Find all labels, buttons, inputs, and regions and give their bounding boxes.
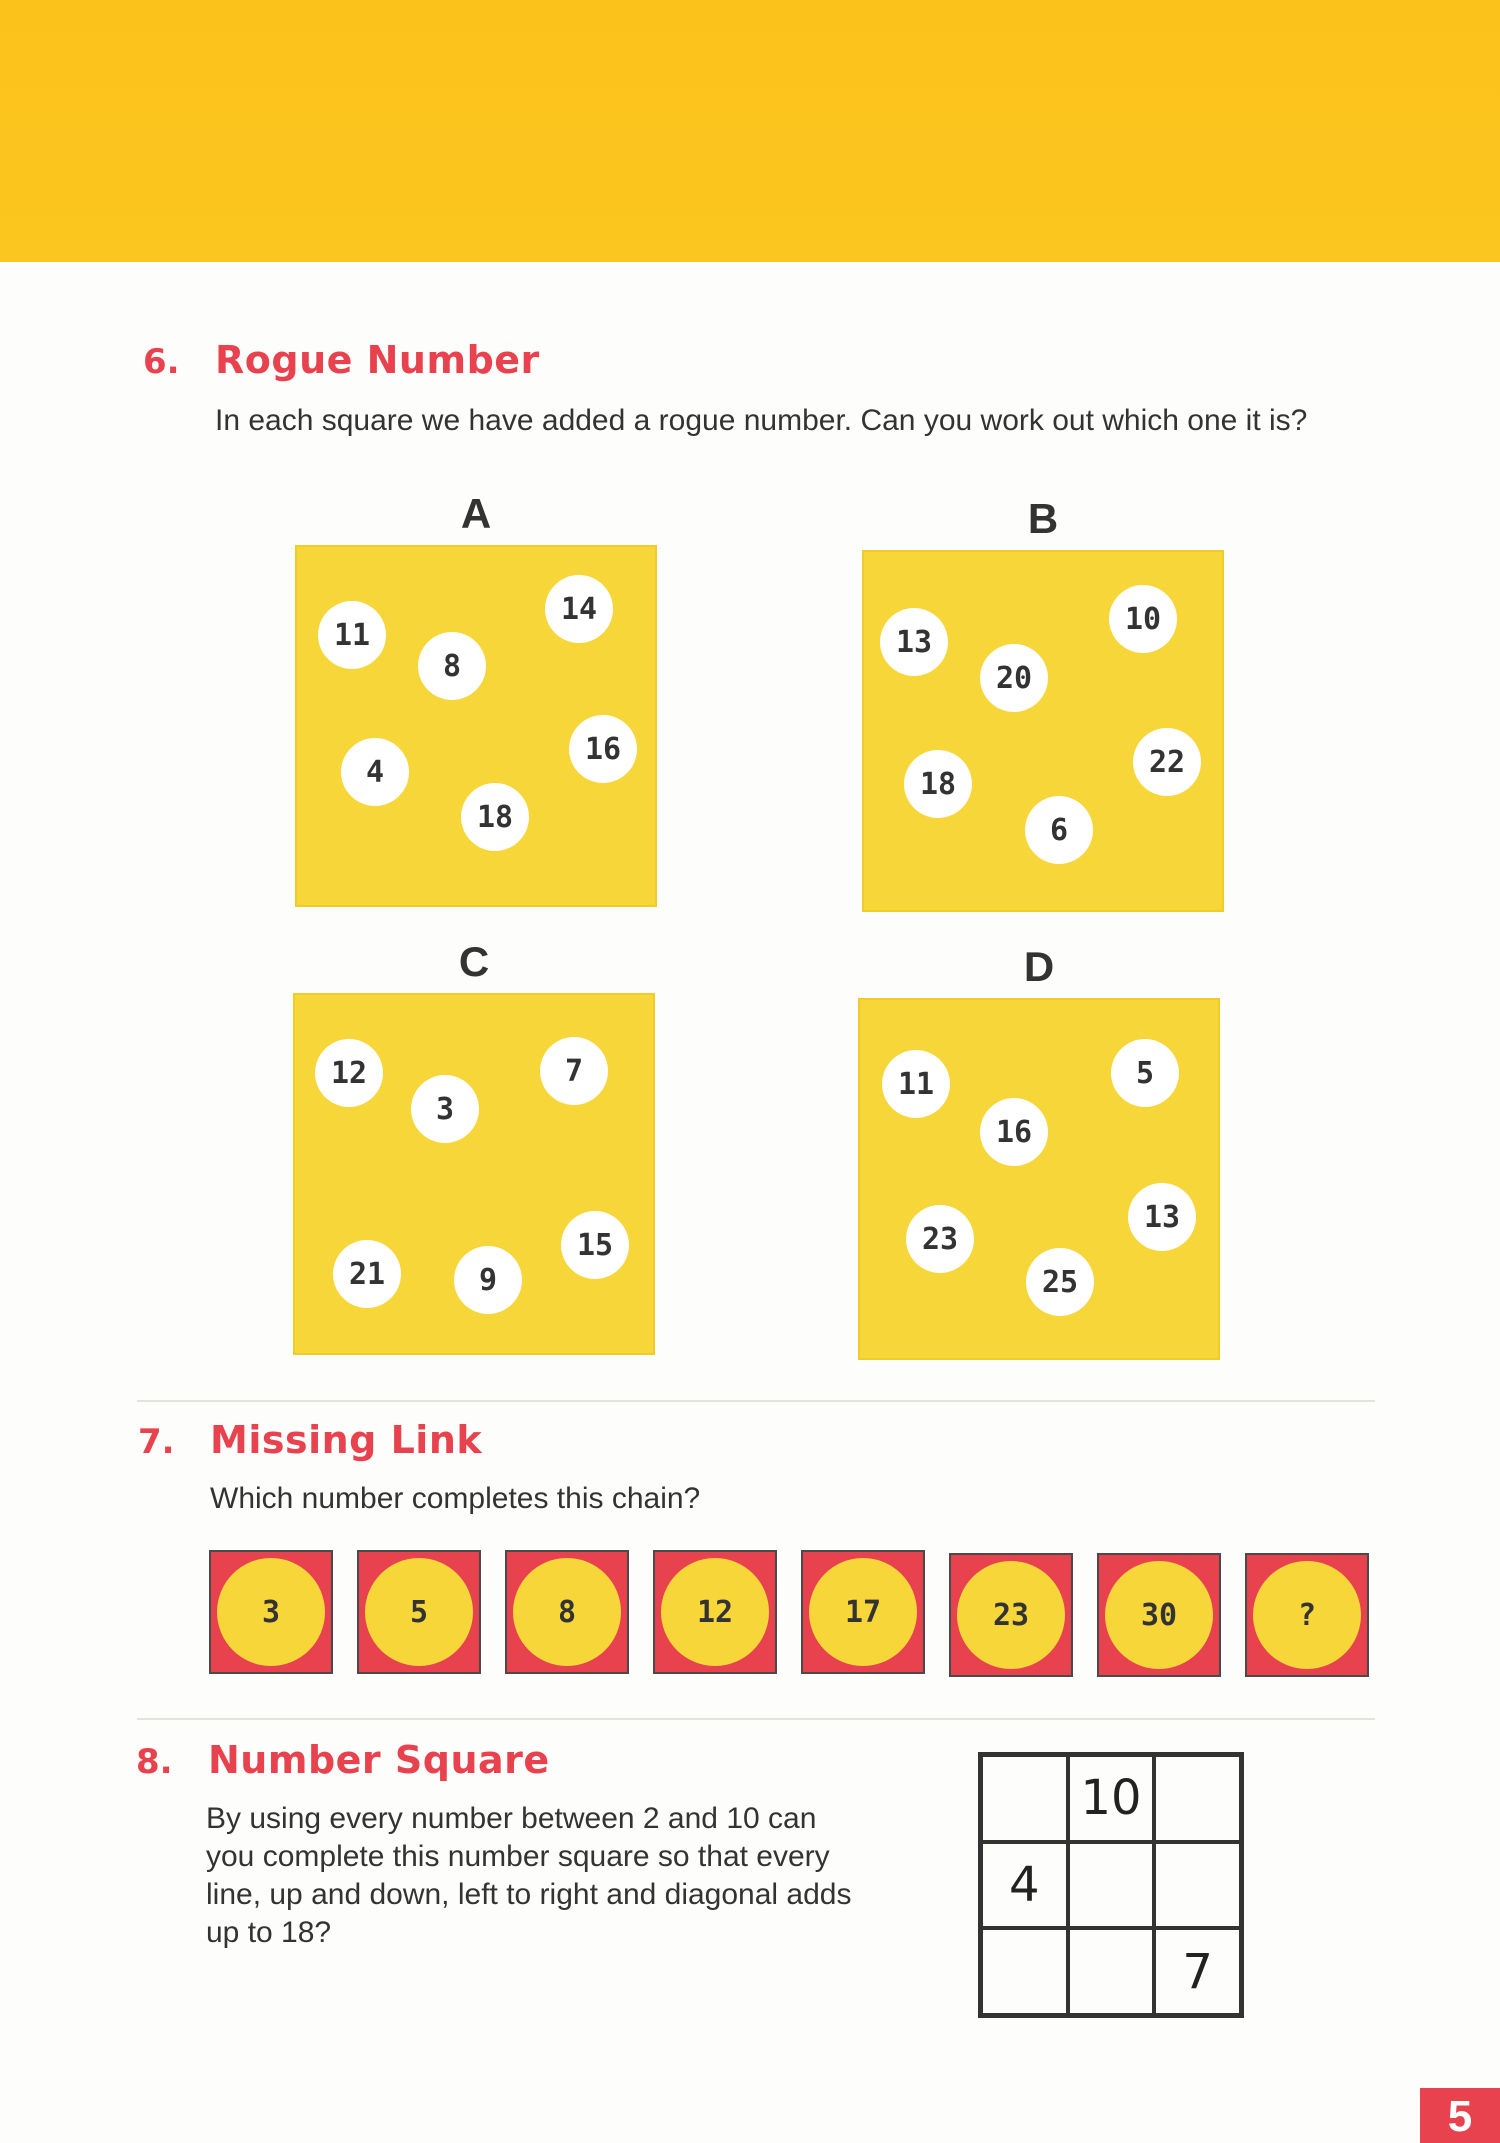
chain-question: ?: [1253, 1561, 1361, 1669]
question-6-title: Rogue Number: [215, 338, 540, 382]
question-8-title: Number Square: [208, 1738, 550, 1782]
number-circle: 10: [1109, 585, 1177, 653]
number-circle: 14: [545, 575, 613, 643]
number-circle: 4: [341, 738, 409, 806]
box-b-label: B: [1027, 495, 1059, 542]
chain-number: 5: [365, 1558, 473, 1666]
chain-cell: [949, 1553, 1073, 1677]
chain-number: 8: [513, 1558, 621, 1666]
question-6-text: In each square we have added a rogue number. Can you work out which one it is?: [215, 404, 1308, 437]
question-7-text: Which number completes this chain?: [210, 1482, 701, 1515]
number-circle: 21: [333, 1240, 401, 1308]
number-circle: 5: [1111, 1039, 1179, 1107]
box-c-label: C: [458, 938, 490, 985]
number-square-grid: [978, 1752, 1244, 2018]
grid-cell[interactable]: [1068, 1842, 1155, 1929]
grid-cell[interactable]: 10: [1068, 1755, 1155, 1842]
box-d: [858, 998, 1220, 1360]
number-circle: 9: [454, 1246, 522, 1314]
chain-cell: [505, 1550, 629, 1674]
number-circle: 18: [461, 783, 529, 851]
chain-cell: [653, 1550, 777, 1674]
section-divider: [137, 1400, 1375, 1402]
chain-number: 30: [1105, 1561, 1213, 1669]
box-a: [295, 545, 657, 907]
question-7-number: 7.: [138, 1422, 175, 1462]
chain-number: 23: [957, 1561, 1065, 1669]
box-a-label: A: [460, 490, 492, 537]
chain-cell: [357, 1550, 481, 1674]
page-number: 5: [1420, 2088, 1500, 2143]
chain-cell: [801, 1550, 925, 1674]
chain-number: 3: [217, 1558, 325, 1666]
grid-cell[interactable]: [1154, 1842, 1241, 1929]
grid-cell[interactable]: 7: [1154, 1928, 1241, 2015]
number-circle: 13: [880, 608, 948, 676]
number-circle: 12: [315, 1039, 383, 1107]
number-circle: 7: [540, 1037, 608, 1105]
number-circle: 13: [1128, 1183, 1196, 1251]
question-8-number: 8.: [136, 1742, 173, 1782]
section-divider: [137, 1718, 1375, 1720]
grid-cell[interactable]: 4: [981, 1842, 1068, 1929]
number-circle: 3: [411, 1075, 479, 1143]
grid-cell[interactable]: [1068, 1928, 1155, 2015]
number-circle: 16: [569, 715, 637, 783]
number-circle: 6: [1025, 796, 1093, 864]
box-b: [862, 550, 1224, 912]
chain-cell: [1245, 1553, 1369, 1677]
number-circle: 16: [980, 1098, 1048, 1166]
grid-cell[interactable]: [981, 1755, 1068, 1842]
number-circle: 23: [906, 1205, 974, 1273]
number-circle: 11: [882, 1050, 950, 1118]
number-circle: 25: [1026, 1248, 1094, 1316]
chain-number: 12: [661, 1558, 769, 1666]
number-circle: 15: [561, 1211, 629, 1279]
box-c: [293, 993, 655, 1355]
box-d-label: D: [1023, 943, 1055, 990]
question-8-text: By using every number between 2 and 10 can you complete this number square so that every line, up and down, left to right and diagonal adds up to 18?: [206, 1802, 852, 1949]
chain-number: 17: [809, 1558, 917, 1666]
number-circle: 11: [318, 601, 386, 669]
number-circle: 22: [1133, 728, 1201, 796]
number-circle: 20: [980, 644, 1048, 712]
grid-cell[interactable]: [981, 1928, 1068, 2015]
question-6-number: 6.: [143, 342, 180, 382]
number-circle: 18: [904, 750, 972, 818]
question-7-title: Missing Link: [210, 1418, 483, 1462]
header-band: [0, 0, 1500, 262]
number-circle: 8: [418, 632, 486, 700]
chain-cell: [1097, 1553, 1221, 1677]
chain-cell: [209, 1550, 333, 1674]
grid-cell[interactable]: [1154, 1755, 1241, 1842]
